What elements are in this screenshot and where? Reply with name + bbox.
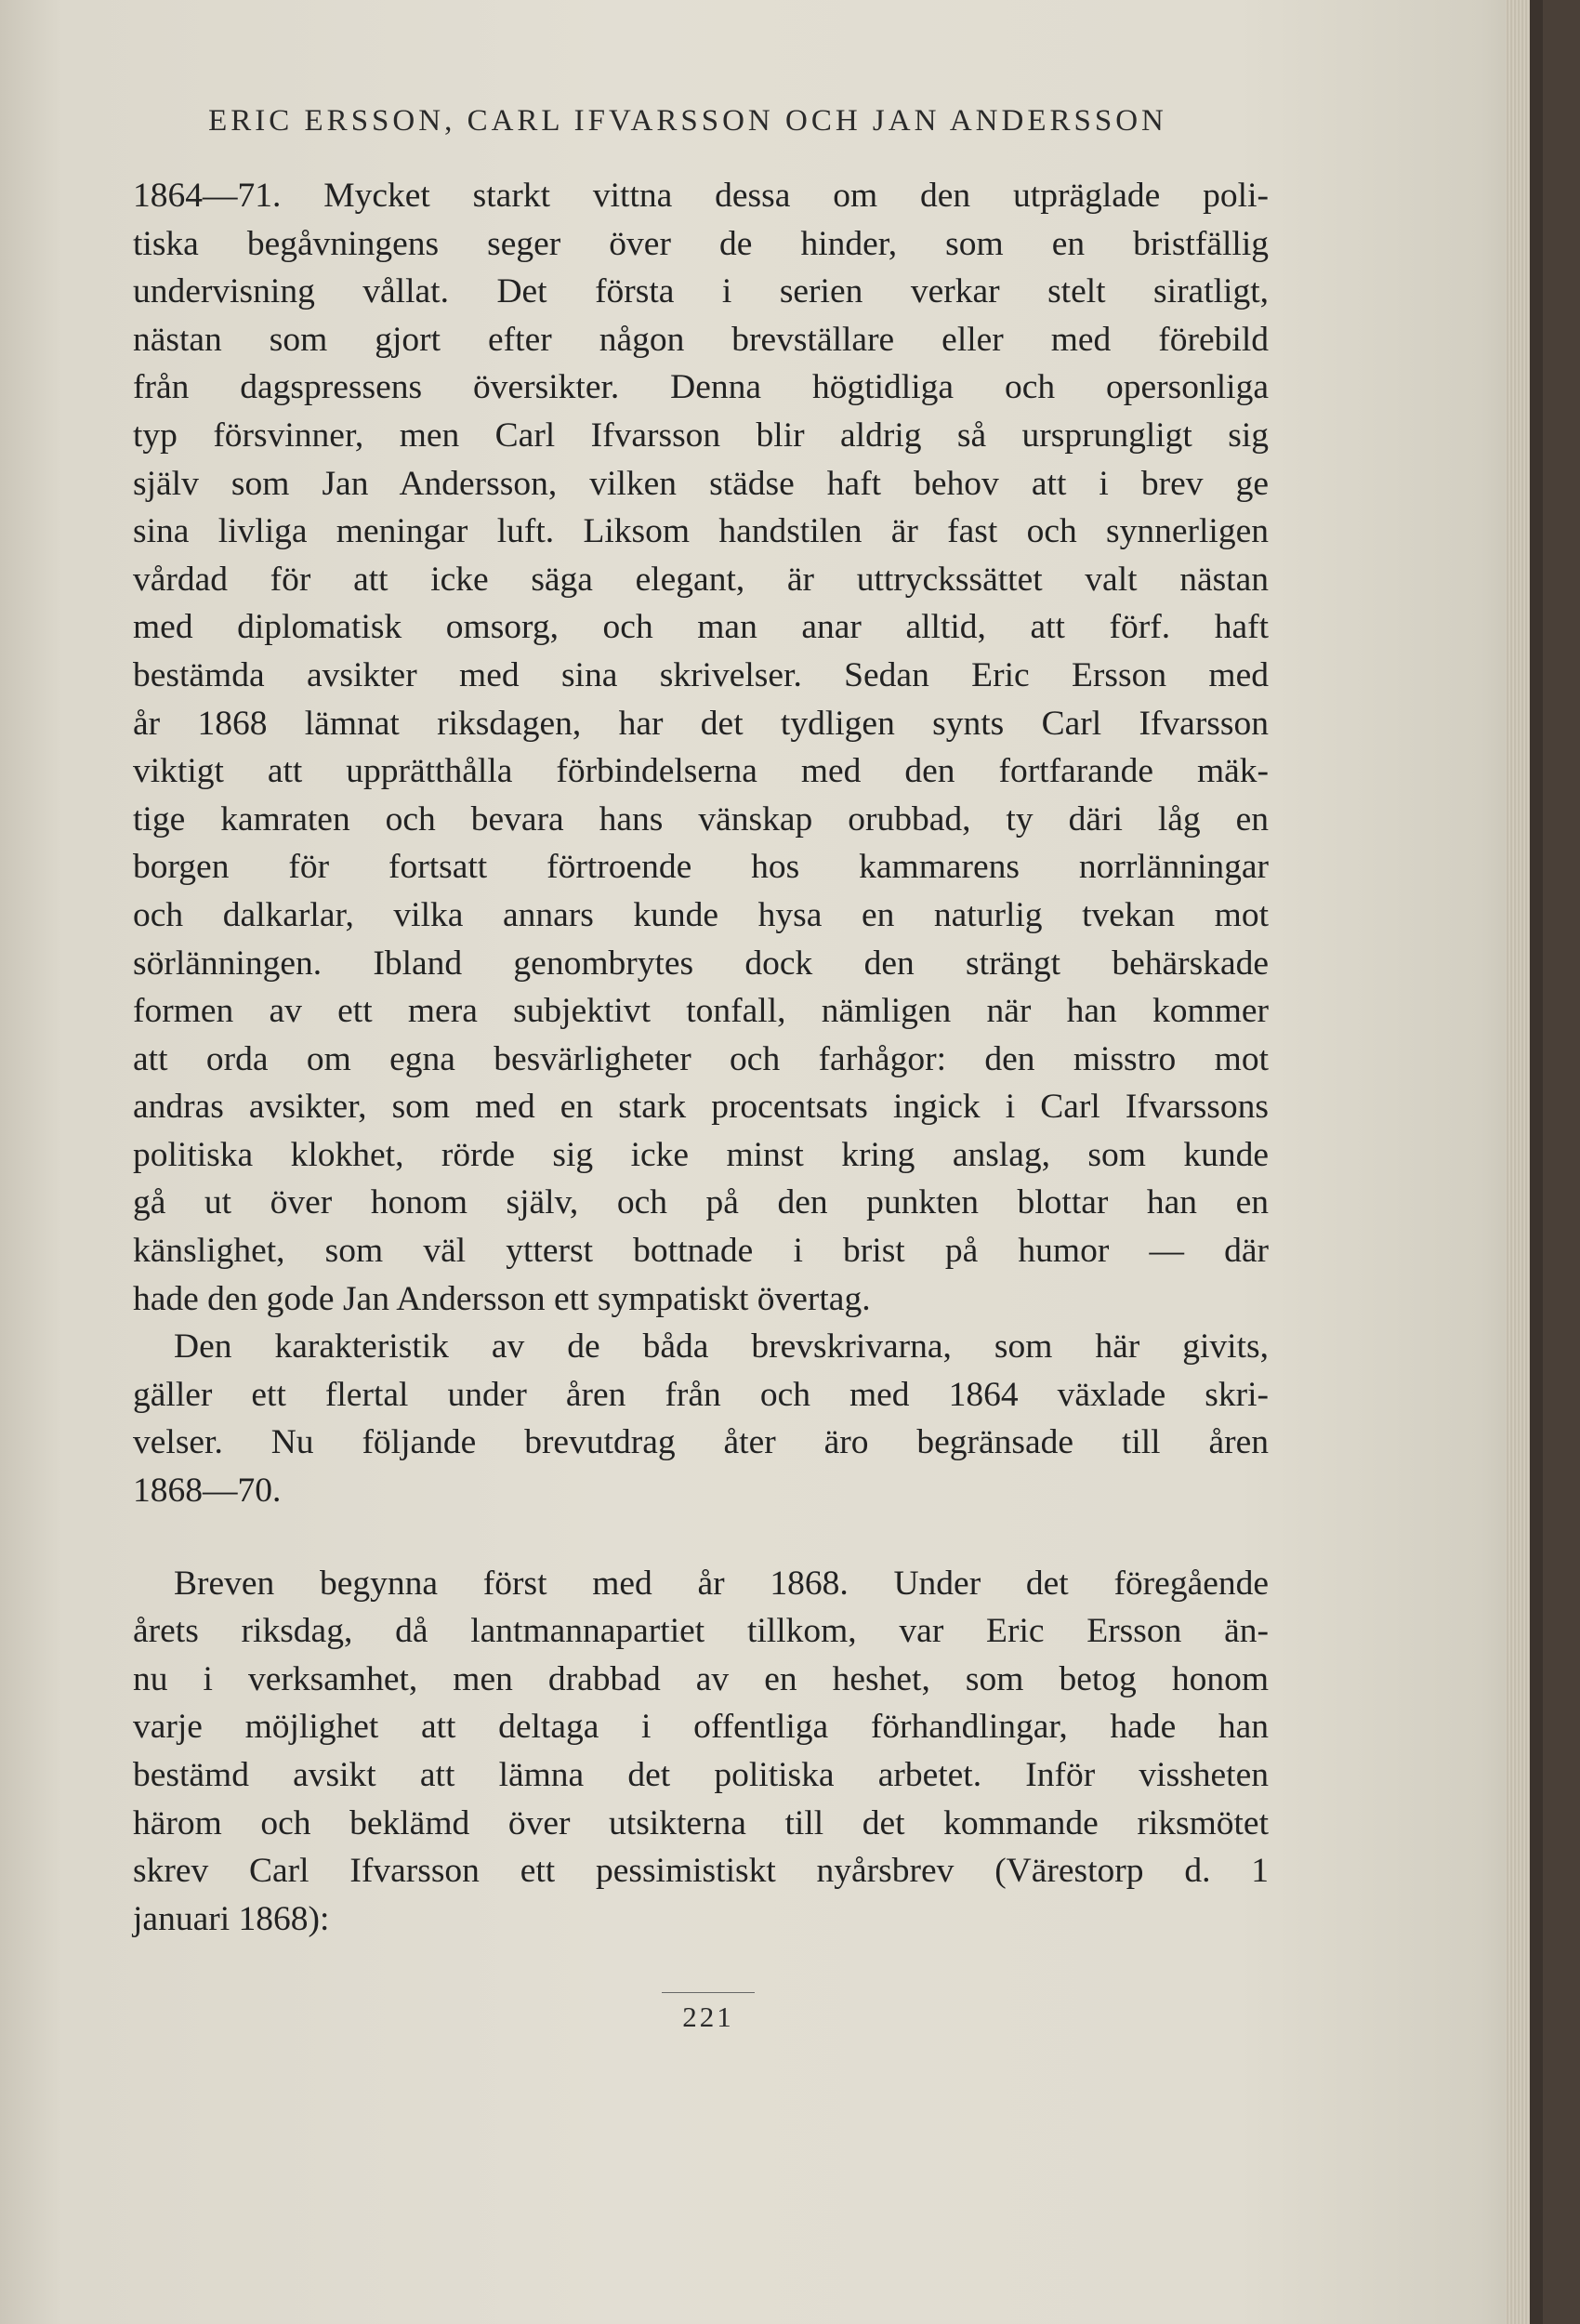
text-line: hade den gode Jan Andersson ett sympatiskt övertag. <box>133 1279 871 1318</box>
text-line: känslighet, som väl ytterst bottnade i brist på humor — där <box>133 1232 1269 1271</box>
paragraph-2 <box>133 1323 1269 1514</box>
paragraph-spacer <box>133 1515 1269 1560</box>
text-line: formen av ett mera subjektivt tonfall, nämligen när han kommer <box>133 992 1269 1031</box>
paragraph-1 <box>133 172 1269 1323</box>
text-line: från dagspressens översikter. Denna högtidliga och opersonliga <box>133 368 1269 407</box>
text-line: Breven begynna först med år 1868. Under det föregående <box>174 1564 1269 1603</box>
footer-rule <box>662 1992 755 1993</box>
text-line: undervisning vållat. Det första i serien verkar stelt siratligt, <box>133 272 1269 311</box>
text-line: år 1868 lämnat riksdagen, har det tydligen synts Carl Ifvarsson <box>133 704 1269 743</box>
running-header: ERIC ERSSON, CARL IFVARSSON OCH JAN ANDERSSON <box>208 104 1167 138</box>
text-line: varje möjlighet att deltaga i offentliga förhandlingar, hade han <box>133 1708 1269 1747</box>
text-line: nästan som gjort efter någon brevställare eller med förebild <box>133 320 1269 359</box>
text-line: typ försvinner, men Carl Ifvarsson blir aldrig så ursprungligt sig <box>133 416 1269 455</box>
text-line: politiska klokhet, rörde sig icke minst kring anslag, som kunde <box>133 1135 1269 1174</box>
text-line: tiska begåvningens seger över de hinder, som en bristfällig <box>133 224 1269 263</box>
text-line: januari 1868): <box>133 1899 330 1938</box>
text-line: själv som Jan Andersson, vilken städse haft behov att i brev ge <box>133 464 1269 503</box>
text-line: Den karakteristik av de båda brevskrivarna, som här givits, <box>174 1327 1269 1367</box>
text-line: tige kamraten och bevara hans vänskap orubbad, ty däri låg en <box>133 799 1269 838</box>
text-line: andras avsikter, som med en stark procentsats ingick i Carl Ifvarssons <box>133 1088 1269 1127</box>
paragraph-3 <box>133 1560 1269 1944</box>
text-line: bestämd avsikt att lämna det politiska arbetet. Inför vissheten <box>133 1756 1269 1794</box>
text-line: gäller ett flertal under åren från och med 1864 växlade skri- <box>133 1375 1269 1414</box>
text-line: och dalkarlar, vilka annars kunde hysa en naturlig tvekan mot <box>133 895 1269 934</box>
text-line: sina livliga meningar luft. Liksom handstilen är fast och synnerligen <box>133 512 1269 551</box>
text-line: vårdad för att icke säga elegant, är uttryckssättet valt nästan <box>133 560 1269 599</box>
text-line: 1864—71. Mycket starkt vittna dessa om den utpräglade poli- <box>133 177 1269 215</box>
text-line: velser. Nu följande brevutdrag åter äro begränsade till åren <box>133 1423 1269 1462</box>
text-line: viktigt att upprätthålla förbindelserna med den fortfarande mäk- <box>133 752 1269 791</box>
text-line: med diplomatisk omsorg, och man anar alltid, att förf. haft <box>133 608 1269 647</box>
text-line: 1868—70. <box>133 1472 282 1511</box>
page-number: 221 <box>682 2000 734 2033</box>
body-text <box>133 172 1269 1943</box>
text-line: härom och beklämd över utsikterna till det kommande riksmötet <box>133 1803 1269 1842</box>
text-line: gå ut över honom själv, och på den punkten blottar han en <box>133 1183 1269 1222</box>
text-line: bestämda avsikter med sina skrivelser. Sedan Eric Ersson med <box>133 655 1269 694</box>
text-line: sörlänningen. Ibland genombrytes dock den strängt behärskade <box>133 944 1269 983</box>
text-line: att orda om egna besvärligheter och farhågor: den misstro mot <box>133 1039 1269 1078</box>
text-line: borgen för fortsatt förtroende hos kammarens norrlänningar <box>133 848 1269 887</box>
book-cover-edge <box>1530 0 1543 2324</box>
text-line: nu i verksamhet, men drabbad av en heshet, som betog honom <box>133 1659 1269 1698</box>
text-line: årets riksdag, då lantmannapartiet tillkom, var Eric Ersson än- <box>133 1612 1269 1651</box>
text-line: skrev Carl Ifvarsson ett pessimistiskt nyårsbrev (Värestorp d. 1 <box>133 1852 1269 1891</box>
